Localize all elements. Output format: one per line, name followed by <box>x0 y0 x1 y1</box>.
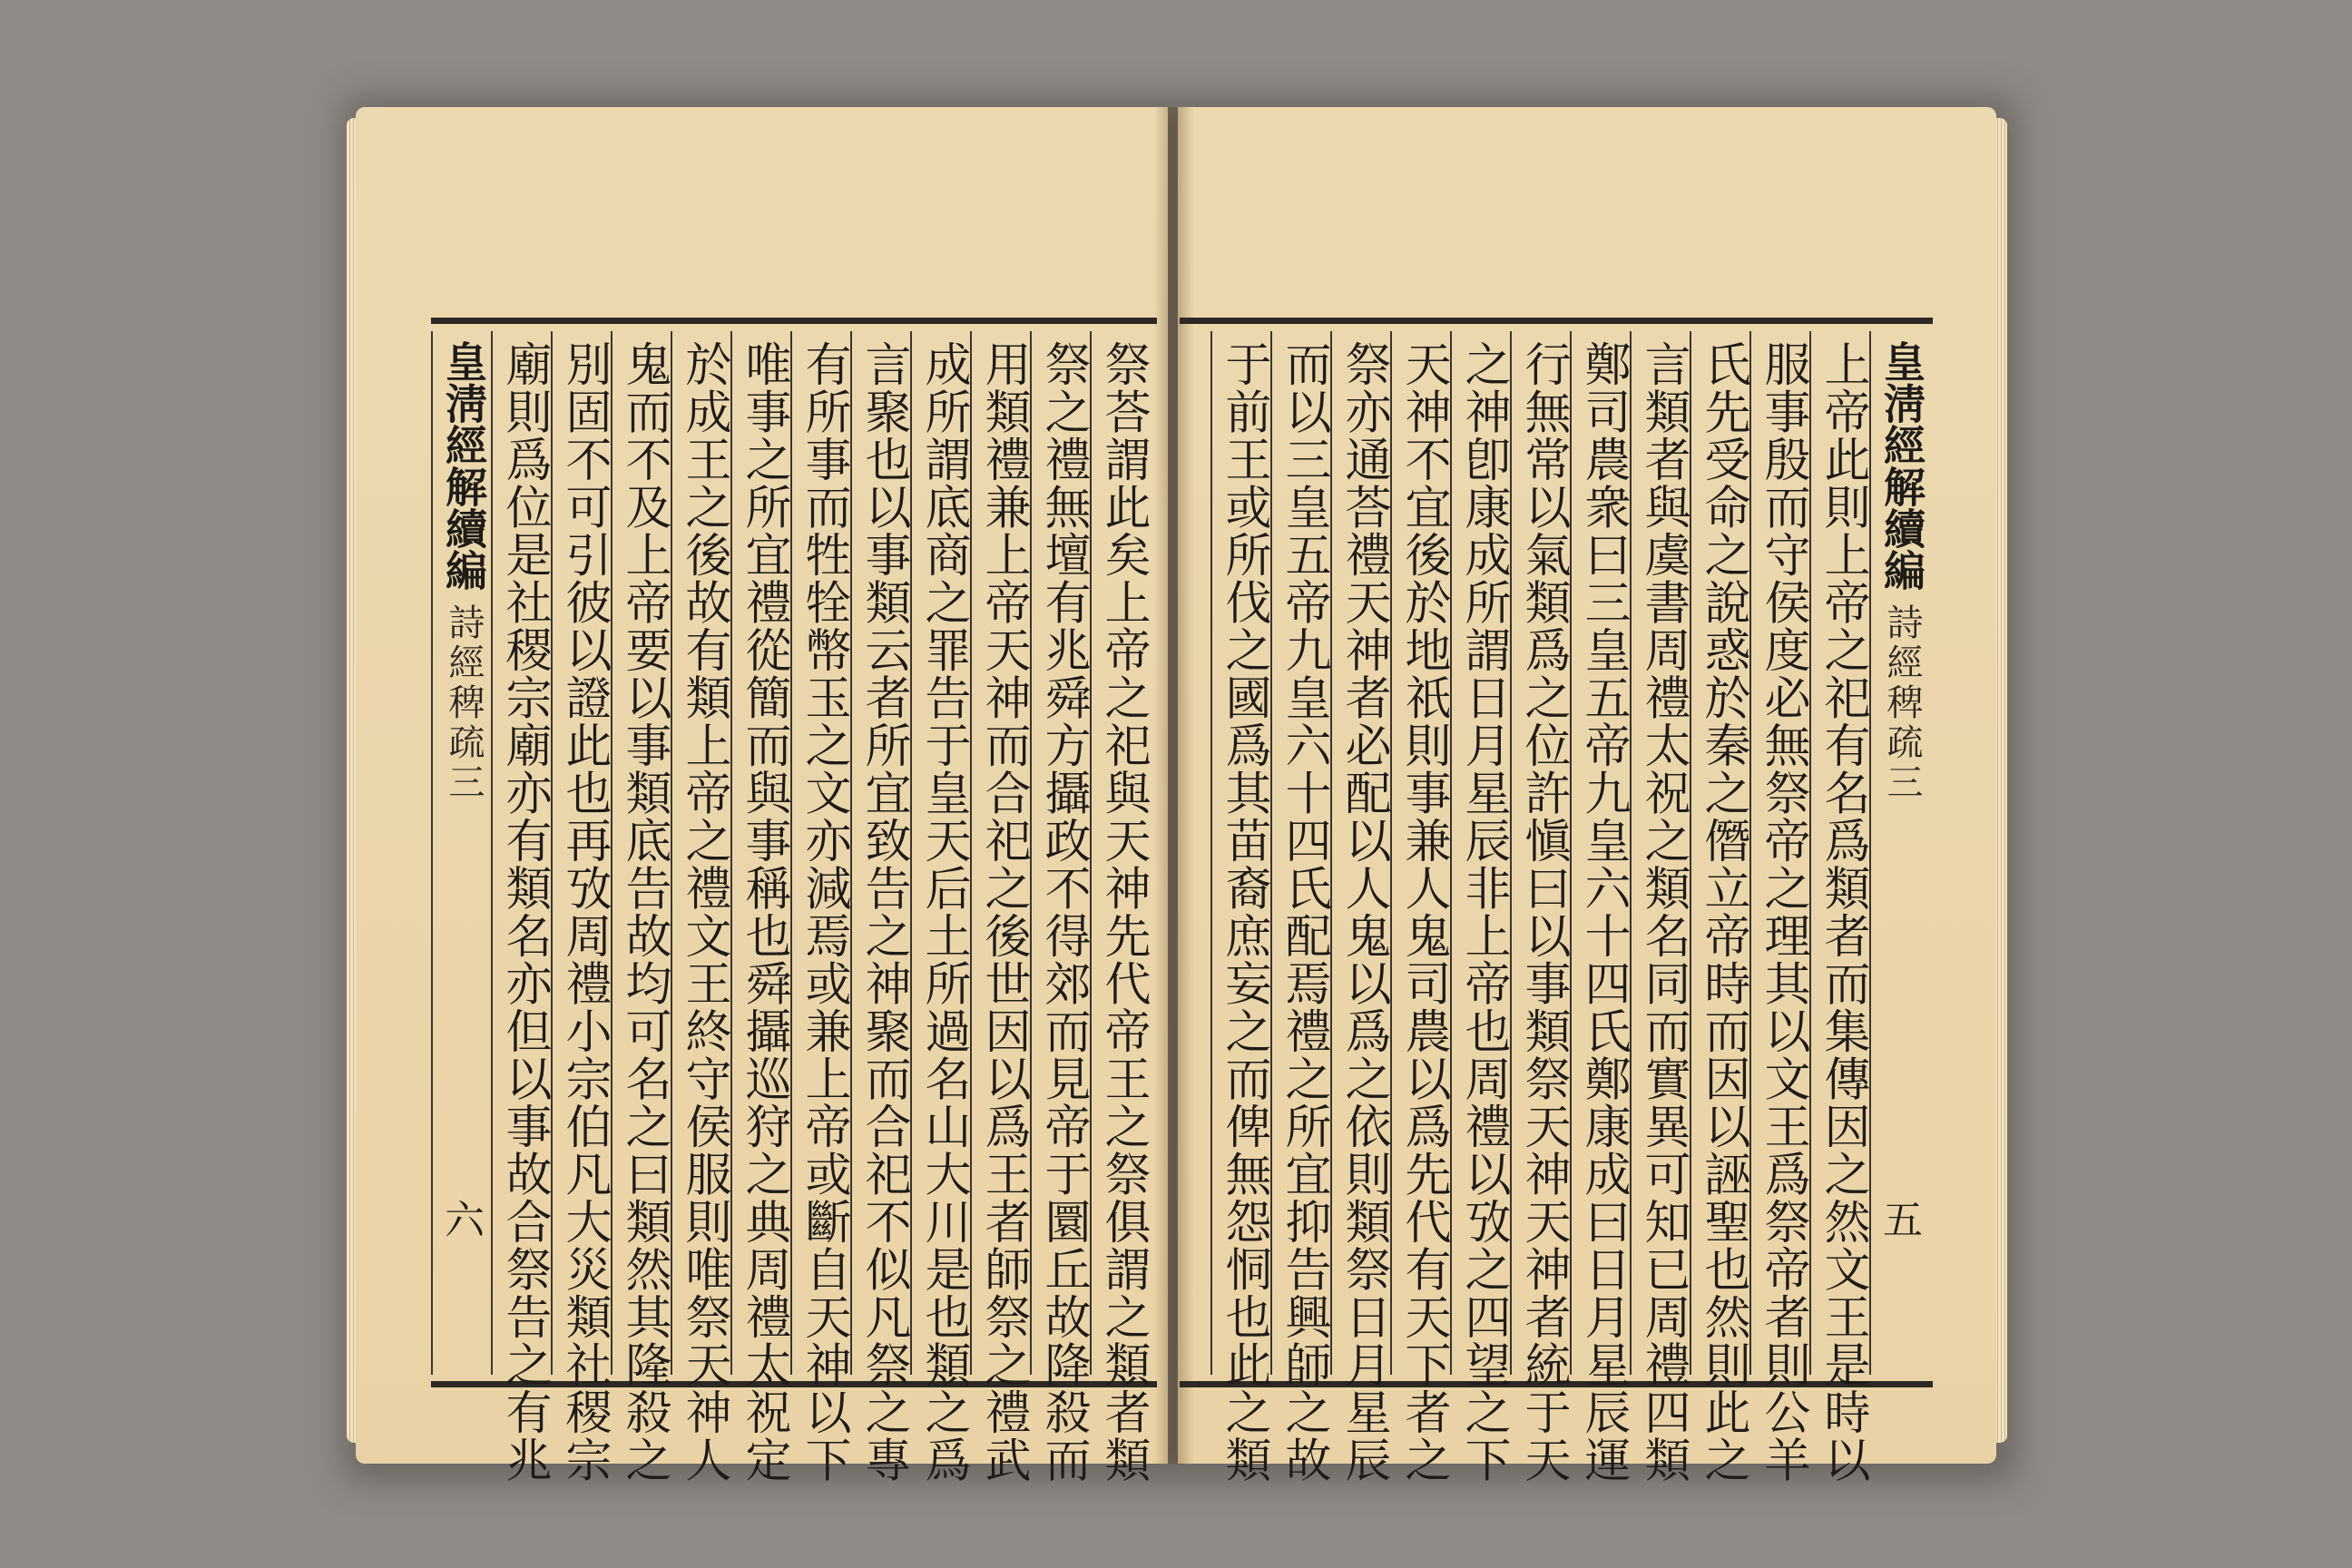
column-text: 鄭司農衆曰三皇五帝九皇六十四氏鄭康成曰日月星辰運 <box>1576 340 1630 1484</box>
left-column-1 <box>1090 331 1152 1484</box>
right-column-1 <box>1809 331 1871 1484</box>
right-column-3 <box>1690 331 1751 1484</box>
column-text: 唯事之所宜禮從簡而與事稱也舜攝巡狩之典周禮太祝定 <box>737 340 790 1484</box>
column-text: 言聚也以事類云者所宜致告之神聚而合祀不似凡祭之專 <box>857 340 910 1484</box>
column-text: 廟則爲位是社稷宗廟亦有類名亦但以事故合祭告之有兆 <box>497 340 551 1484</box>
left-column-11 <box>491 331 553 1484</box>
right-column-5 <box>1570 331 1632 1484</box>
right-column-2 <box>1749 331 1811 1484</box>
column-text: 祭之禮無壇有兆舜方攝政不得郊而見帝于圜丘故降殺而 <box>1036 340 1090 1484</box>
column-text: 祭荅謂此矣上帝之祀與天神先代帝王之祭俱謂之類者類 <box>1096 340 1150 1484</box>
left-column-6 <box>790 331 852 1484</box>
left-margin-column <box>431 331 493 1375</box>
right-column-4 <box>1630 331 1691 1484</box>
right-column-7 <box>1450 331 1512 1484</box>
right-column-8 <box>1390 331 1452 1484</box>
right-margin-column <box>1869 331 1931 1375</box>
column-text: 行無常以氣類爲之位許愼曰以事類祭天神天神者統于天 <box>1516 340 1570 1484</box>
leaf-number: 五 <box>1876 1199 1922 1239</box>
column-text: 上帝此則上帝之祀有名爲類者而集傳因之然文王是時以 <box>1816 340 1869 1484</box>
column-text: 成所謂底商之罪告于皇天后土所過名山大川是也類之爲 <box>916 340 970 1484</box>
left-column-3 <box>970 331 1032 1484</box>
left-column-8 <box>671 331 732 1484</box>
left-column-9 <box>611 331 672 1484</box>
leaf-number: 六 <box>437 1199 484 1239</box>
column-text: 言類者與虞書周禮太祝之類名同而實異可知已周禮四類 <box>1636 340 1690 1484</box>
left-column-5 <box>850 331 912 1484</box>
column-text: 而以三皇五帝九皇六十四氏配焉禮之所宜抑告興師之故 <box>1277 340 1330 1484</box>
right-column-9 <box>1330 331 1392 1484</box>
left-text-frame <box>431 318 1157 1484</box>
margin-title: 皇淸經解續編 <box>439 340 488 591</box>
column-text: 別固不可引彼以證此也再攷周禮小宗伯凡大災類社稷宗 <box>557 340 611 1484</box>
column-text: 之神卽康成所謂日月星辰非上帝也周禮以攷之四望之下 <box>1456 340 1510 1484</box>
right-column-11 <box>1210 331 1272 1484</box>
right-text-frame <box>1180 318 1933 1484</box>
column-text: 有所事而牲牷幣玉之文亦減焉或兼上帝或斷自天神以下 <box>797 340 850 1484</box>
left-column-7 <box>730 331 792 1484</box>
column-text: 天神不宜後於地祇則事兼人鬼司農以爲先代有天下者之 <box>1396 340 1450 1484</box>
left-column-2 <box>1030 331 1092 1484</box>
column-text: 于前王或所伐之國爲其苗裔庶妄之而俾無怨恫也此之類 <box>1217 340 1270 1484</box>
margin-subtitle: 詩經稗疏三 <box>443 603 485 803</box>
column-text: 祭亦通荅禮天神者必配以人鬼以爲之依則類祭日月星辰 <box>1337 340 1390 1484</box>
margin-subtitle: 詩經稗疏三 <box>1881 603 1923 803</box>
left-column-10 <box>551 331 612 1484</box>
column-text: 服事殷而守侯度必無祭帝之理其以文王爲祭帝者則公羊 <box>1756 340 1809 1484</box>
column-text: 用類禮兼上帝天神而合祀之後世因以爲王者師祭之禮武 <box>976 340 1030 1484</box>
column-text: 鬼而不及上帝要以事類底告故均可名之曰類然其隆殺之 <box>617 340 671 1484</box>
column-text: 於成王之後故有類上帝之禮文王終守侯服則唯祭天神人 <box>677 340 730 1484</box>
right-column-6 <box>1510 331 1572 1484</box>
left-column-4 <box>910 331 972 1484</box>
margin-title: 皇淸經解續編 <box>1877 340 1926 591</box>
right-column-10 <box>1270 331 1332 1484</box>
column-text: 氏先受命之說惑於秦之僭立帝時而因以誣聖也然則此之 <box>1696 340 1749 1484</box>
